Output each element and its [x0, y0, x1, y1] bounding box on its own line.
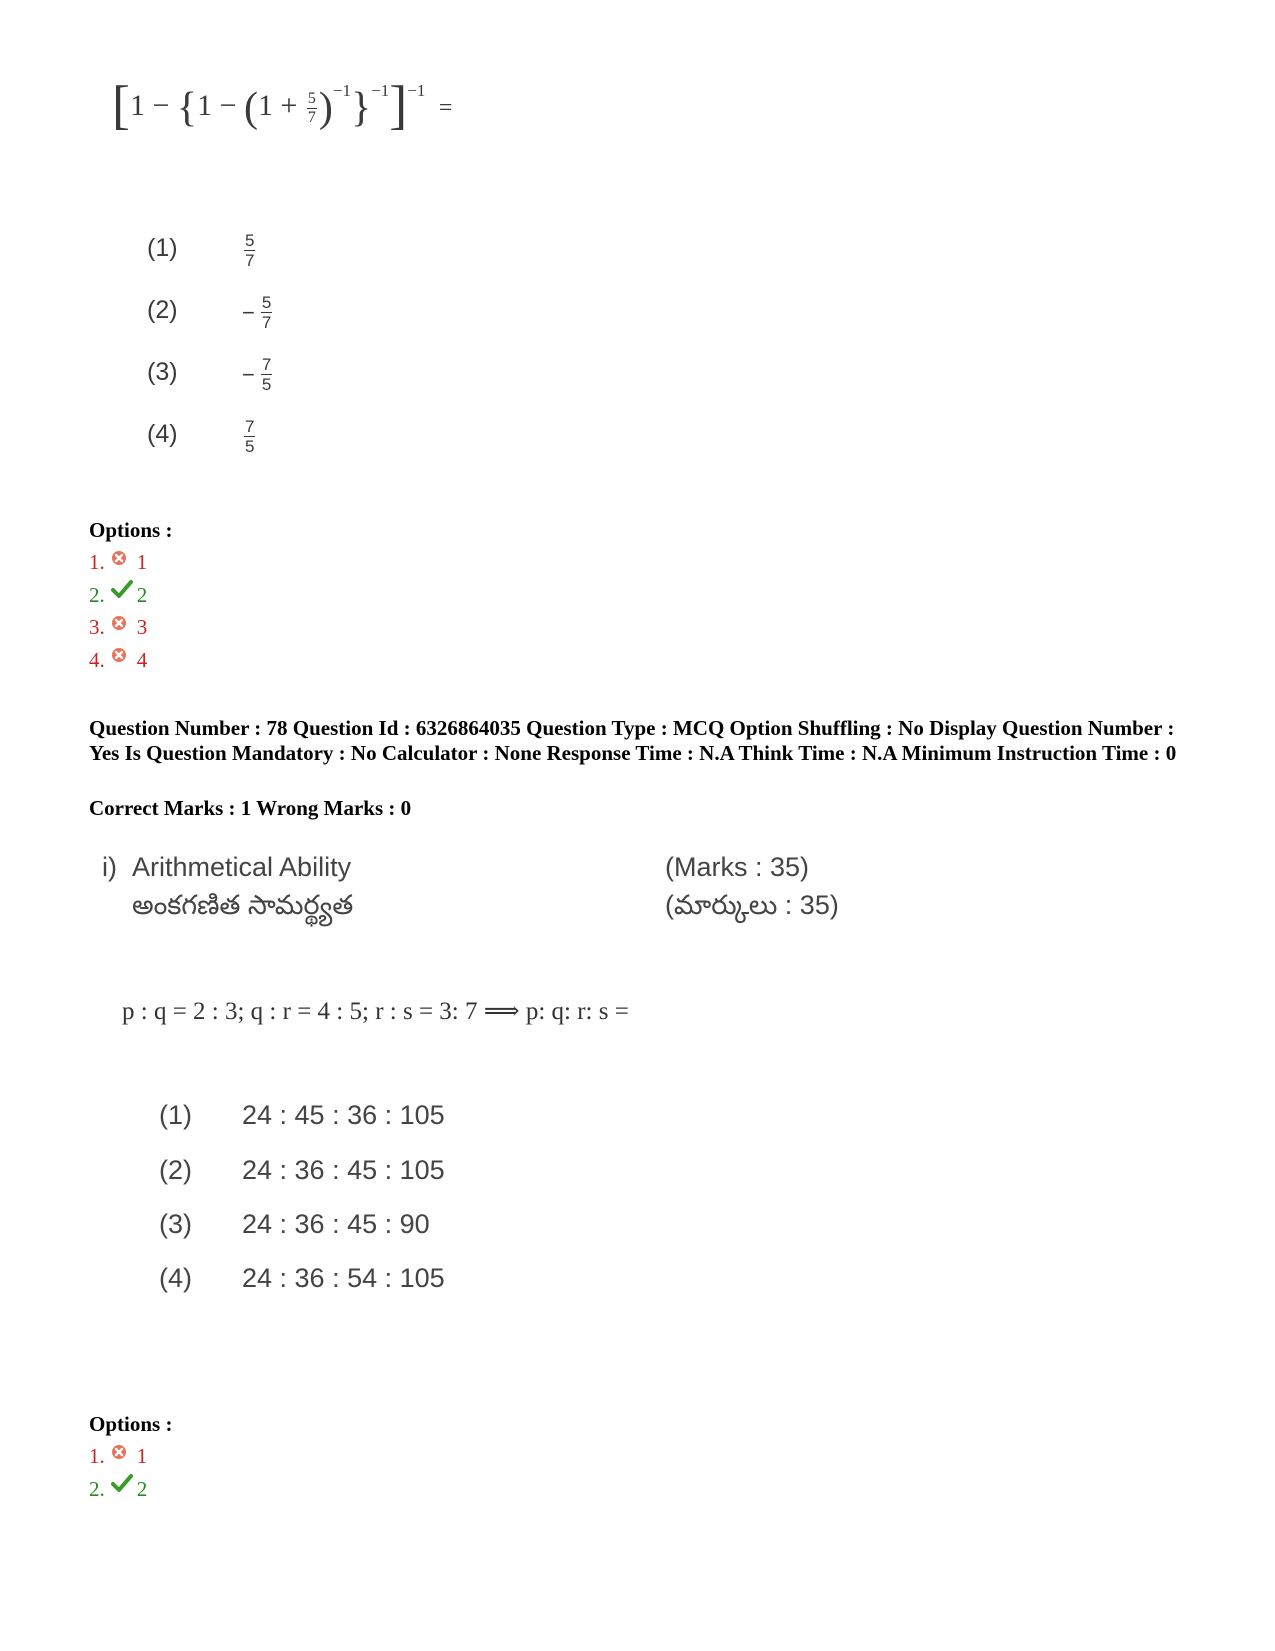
- choice-value: 24 : 36 : 45 : 90: [242, 1209, 430, 1239]
- option-index: 4.: [89, 647, 105, 672]
- fraction-numerator: 5: [245, 231, 255, 250]
- option-value: 2: [136, 582, 148, 607]
- q1-expression: [1 − {1 − (1 + $\frac{5}{7}$ )$^{-1}$}$^{-1}$]$^{-1}$ =: [112, 75, 453, 135]
- choice-number: (4): [159, 1263, 192, 1293]
- choice-value: [242, 418, 257, 455]
- question-meta: Question Number : 78 Question Id : 6326864035 Question Type : MCQ Option Shuffling : No Display Question Number : Yes Is Question Mandatory : No Calculator : None Response Time : N.A Think Time : N.A Minimum Instruction Time : 0: [89, 716, 1177, 765]
- choice-number: (2): [147, 296, 178, 324]
- cross-icon: [111, 644, 131, 664]
- option-index: 1.: [89, 1444, 105, 1468]
- fraction-denominator: 5: [261, 375, 272, 394]
- fraction-denominator: 7: [245, 251, 255, 270]
- minus-sign: −: [242, 299, 255, 325]
- fraction-denominator: 5: [245, 437, 255, 456]
- choice-number: (4): [147, 420, 178, 448]
- minus-sign: −: [242, 361, 255, 387]
- option-item: [89, 1477, 147, 1502]
- options-label-q2: Options :: [89, 1412, 173, 1436]
- choice-fraction: [261, 356, 272, 393]
- option-value: 3: [136, 615, 148, 639]
- option-value: 2: [136, 1476, 148, 1501]
- cross-icon: [111, 612, 131, 632]
- choice-number: (2): [159, 1155, 192, 1185]
- section-title-te: అంకగణిత సామర్థ్యత: [132, 890, 354, 920]
- q2-equation: p : q = 2 : 3; q : r = 4 : 5; r : s = 3: 7 ⟹ p: q: r: s =: [122, 998, 629, 1025]
- option-item: [89, 648, 147, 673]
- choice-value: [242, 232, 257, 269]
- section-roman: i): [102, 852, 117, 882]
- check-icon: [111, 579, 131, 599]
- option-index: 1.: [89, 550, 105, 574]
- option-index: 3.: [89, 615, 105, 639]
- choice-value: 24 : 36 : 54 : 105: [242, 1263, 445, 1293]
- choice-number: (3): [147, 358, 178, 386]
- choice-fraction: [244, 232, 255, 269]
- option-item: [89, 550, 147, 575]
- cross-icon: [111, 1441, 131, 1461]
- fraction-denominator: 7: [261, 313, 272, 332]
- choice-number: (1): [147, 234, 178, 262]
- check-icon: [111, 1473, 131, 1493]
- option-item: [89, 583, 147, 608]
- option-item: [89, 615, 147, 640]
- choice-value: [242, 294, 274, 331]
- fraction-numerator: 7: [245, 417, 255, 436]
- fraction-numerator: 5: [261, 293, 272, 312]
- cross-icon: [111, 547, 131, 567]
- option-value: 4: [136, 647, 148, 672]
- option-index: 2.: [89, 582, 105, 607]
- choice-value: 24 : 36 : 45 : 105: [242, 1155, 445, 1185]
- section-title-en: Arithmetical Ability: [132, 852, 352, 882]
- section-marks-te: (మార్కులు : 35): [665, 890, 839, 920]
- option-index: 2.: [89, 1476, 105, 1501]
- option-value: 1: [136, 1444, 148, 1468]
- choice-fraction: [244, 418, 255, 455]
- choice-number: (1): [159, 1100, 192, 1130]
- section-marks-en: (Marks : 35): [665, 852, 810, 882]
- option-value: 1: [136, 550, 148, 574]
- q1-fraction: $\frac{5}{7}$: [307, 89, 316, 126]
- marks-line: Correct Marks : 1 Wrong Marks : 0: [89, 796, 412, 820]
- choice-number: (3): [159, 1209, 192, 1239]
- option-item: [89, 1444, 147, 1469]
- choice-value: 24 : 45 : 36 : 105: [242, 1100, 445, 1130]
- choice-fraction: [261, 294, 272, 331]
- options-label: Options :: [89, 518, 173, 542]
- choice-value: [242, 356, 274, 393]
- fraction-numerator: 7: [261, 355, 272, 374]
